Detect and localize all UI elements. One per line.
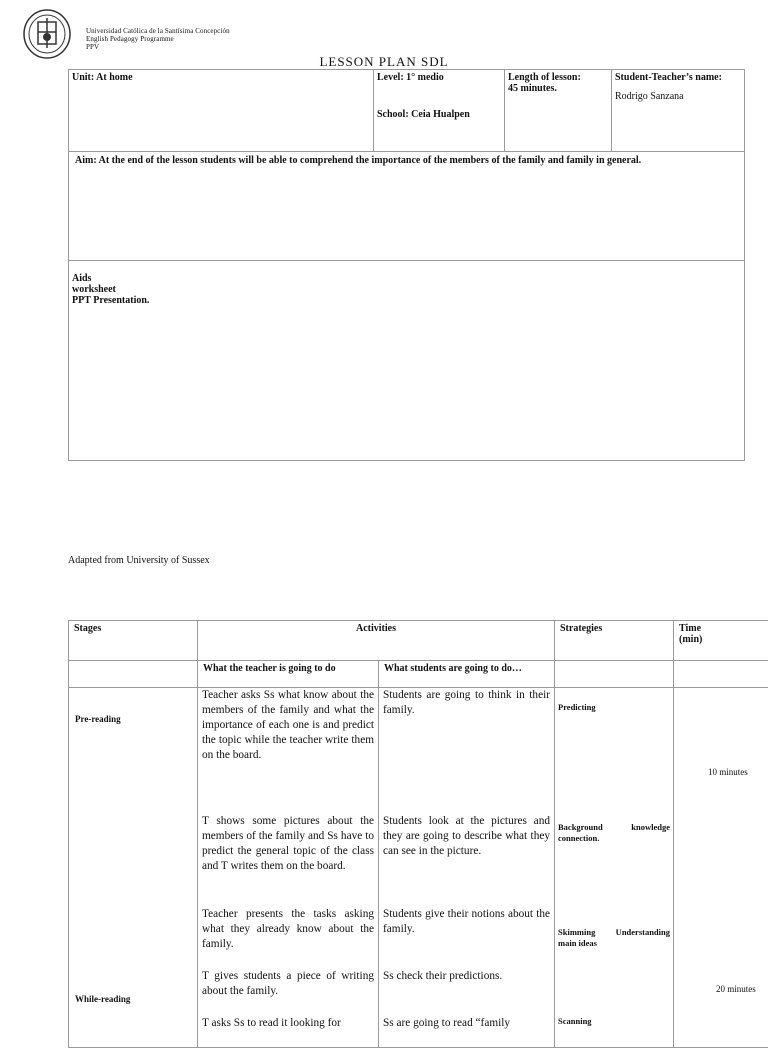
strategy: Predicting — [558, 702, 670, 713]
time-header-line2: (min) — [679, 634, 768, 645]
strategy: Background knowledge connection. — [558, 822, 670, 844]
student-activity: Students look at the pictures and they are going to describe what they can see in the picture. — [379, 814, 550, 859]
stage-while-reading: While-reading — [75, 994, 130, 1004]
time-value: 20 minutes — [716, 984, 756, 994]
empty-subheader-cell — [555, 661, 674, 688]
time-header-line1: Time — [679, 623, 768, 634]
strategies-header: Strategies — [555, 621, 674, 661]
aim-text: Aim: At the end of the lesson students will be able to comprehend the importance of the members of the family and family in general. — [75, 155, 641, 166]
teacher-label: Student-Teacher’s name: — [615, 72, 741, 83]
level-school-cell — [374, 70, 505, 152]
teacher-subheader: What the teacher is going to do — [198, 661, 379, 688]
time-column — [674, 688, 768, 1048]
time-value: 10 minutes — [708, 767, 748, 777]
length-cell — [505, 70, 612, 152]
teacher-activity: Teacher presents the tasks asking what they already know about the family. — [198, 907, 374, 952]
student-activity: Ss check their predictions. — [379, 969, 550, 984]
university-name: Universidad Católica de la Santísima Concepción — [86, 27, 230, 35]
teacher-activities-column — [198, 688, 379, 1048]
aids-item: worksheet — [72, 284, 741, 295]
time-header — [674, 621, 768, 661]
activities-header: Activities — [198, 621, 555, 661]
teacher-activity: T asks Ss to read it looking for — [198, 1016, 374, 1031]
unit-cell — [69, 70, 374, 152]
page-title: LESSON PLAN SDL — [0, 54, 768, 70]
empty-subheader-cell — [69, 661, 198, 688]
aids-cell — [69, 261, 745, 461]
teacher-activity: T shows some pictures about the members of the family and Ss have to predict the general topic of the class and T writes them on the board. — [198, 814, 374, 874]
student-activity: Students give their notions about the family. — [379, 907, 550, 937]
aids-item: PPT Presentation. — [72, 295, 741, 306]
header-block — [86, 27, 230, 51]
stages-column — [69, 688, 198, 1048]
teacher-cell — [612, 70, 745, 152]
student-activities-column — [379, 688, 555, 1048]
strategy: Skimming Understanding main ideas — [558, 927, 670, 949]
programme-code: PPV — [86, 43, 230, 51]
teacher-name: Rodrigo Sanzana — [615, 91, 741, 102]
lesson-plan-table — [68, 620, 768, 1048]
student-activity: Students are going to think in their family. — [379, 688, 550, 718]
teacher-activity: Teacher asks Ss what know about the members of the family and what the importance of each one is and predict the topic while the teacher write them on the board. — [198, 688, 374, 763]
strategy: Scanning — [558, 1016, 670, 1027]
programme-name: English Pedagogy Programme — [86, 35, 230, 43]
stages-header: Stages — [69, 621, 198, 661]
adapted-from-note: Adapted from University of Sussex — [68, 555, 210, 566]
school-text: School: Ceia Hualpen — [377, 109, 501, 120]
unit-text: Unit: At home — [72, 72, 133, 83]
length-value: 45 minutes. — [508, 83, 608, 94]
university-seal-logo — [22, 8, 72, 60]
length-label: Length of lesson: — [508, 72, 608, 83]
aim-cell — [69, 152, 745, 261]
strategies-column — [555, 688, 674, 1048]
aids-label: Aids — [72, 273, 741, 284]
student-activity: Ss are going to read “family — [379, 1016, 550, 1031]
lesson-info-table — [68, 69, 745, 461]
stage-pre-reading: Pre-reading — [75, 714, 121, 724]
students-subheader: What students are going to do… — [379, 661, 555, 688]
empty-subheader-cell — [674, 661, 768, 688]
level-text: Level: 1° medio — [377, 72, 501, 83]
teacher-activity: T gives students a piece of writing about the family. — [198, 969, 374, 999]
